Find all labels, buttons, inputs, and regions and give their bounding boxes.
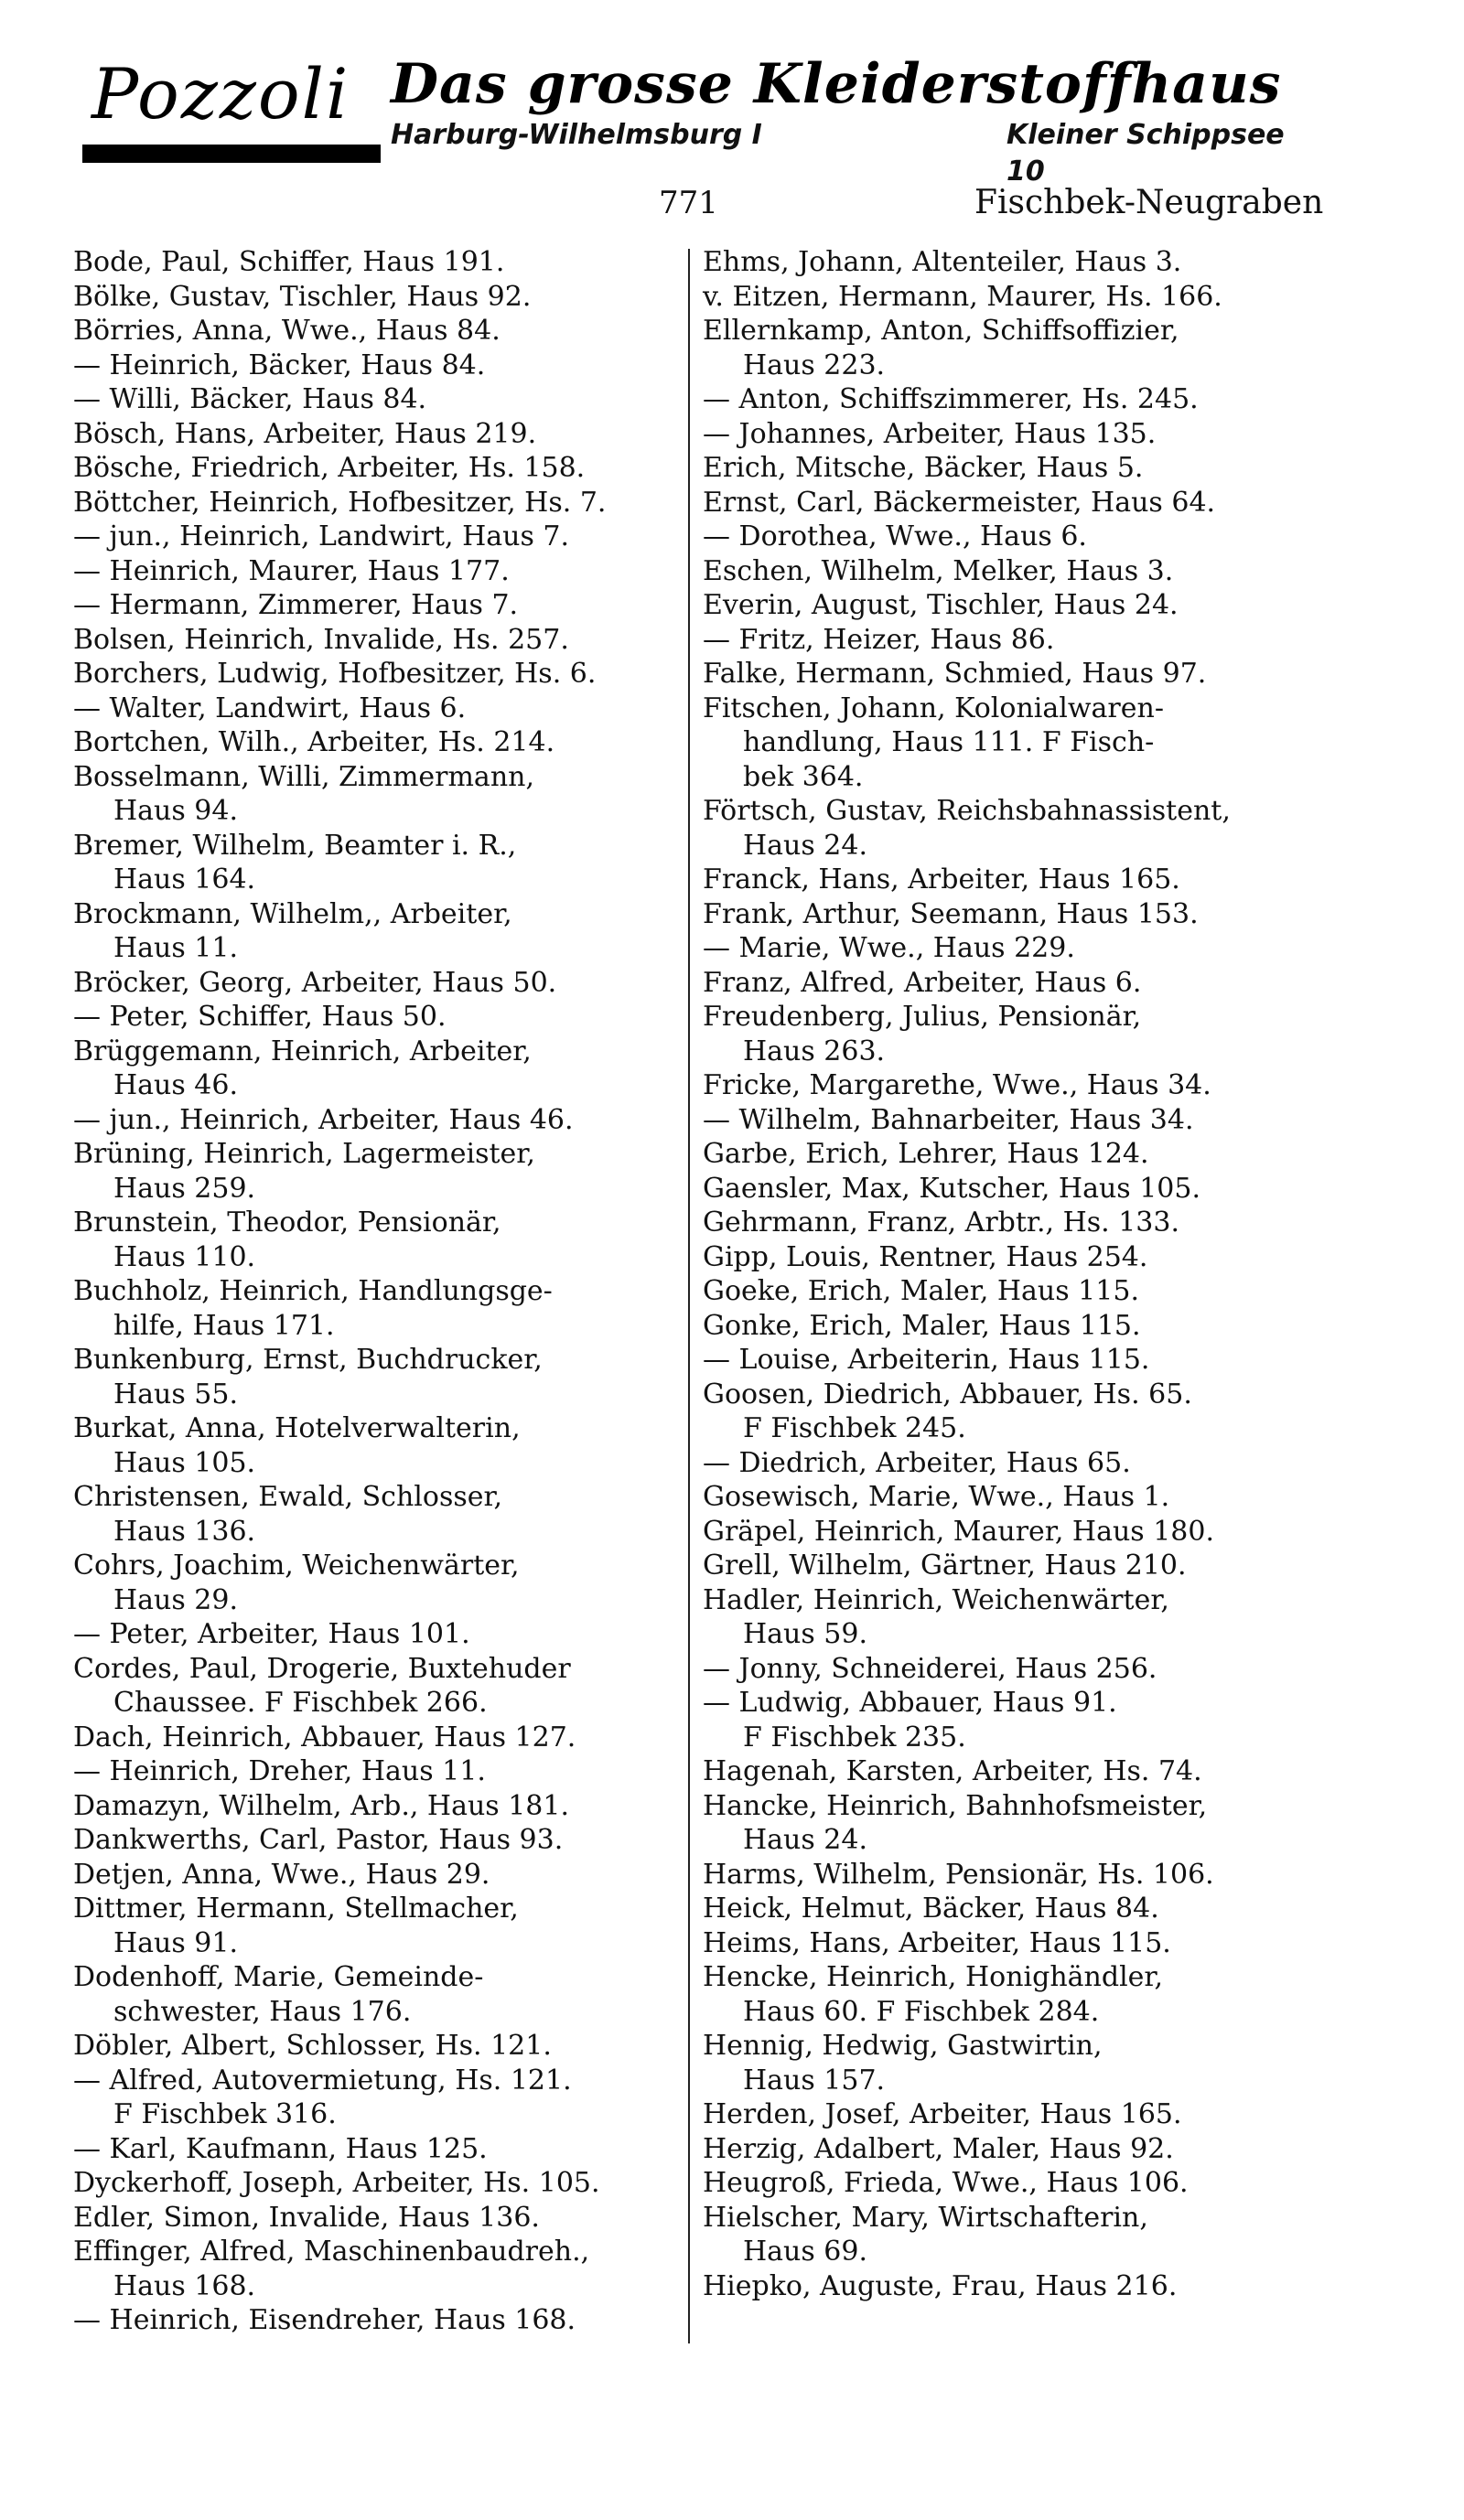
- entry-line: Erich, Mitsche, Bäcker, Haus 5.: [703, 452, 1144, 484]
- entry-line: Cohrs, Joachim, Weichenwärter,: [73, 1550, 520, 1582]
- entry-line: Eschen, Wilhelm, Melker, Haus 3.: [703, 554, 1174, 587]
- entry-line: Cordes, Paul, Drogerie, Buxtehuder: [73, 1652, 571, 1685]
- entry-line: hilfe, Haus 171.: [113, 1309, 335, 1342]
- entry-line: handlung, Haus 111. F Fisch-: [743, 726, 1155, 758]
- advert-location: Harburg-Wilhelmsburg I: [391, 119, 762, 151]
- entry-line: Haus 29.: [113, 1583, 239, 1616]
- entry-line: Haus 223.: [743, 349, 886, 381]
- entry-line: Gosewisch, Marie, Wwe., Haus 1.: [703, 1481, 1170, 1513]
- entry-line: Goeke, Erich, Maler, Haus 115.: [703, 1275, 1139, 1307]
- entry-line: Goosen, Diedrich, Abbauer, Hs. 65.: [703, 1378, 1192, 1410]
- entry-line: — Heinrich, Maurer, Haus 177.: [73, 554, 510, 587]
- entry-line: Effinger, Alfred, Maschinenbaudreh.,: [73, 2236, 590, 2268]
- entry-line: Haus 24.: [743, 1824, 868, 1856]
- page-title: Fischbek-Neugraben: [974, 184, 1324, 221]
- entry-line: Bösche, Friedrich, Arbeiter, Hs. 158.: [73, 452, 586, 484]
- entry-line: Herzig, Adalbert, Maler, Haus 92.: [703, 2132, 1174, 2165]
- advertisement-banner: [75, 44, 1301, 188]
- entry-line: — Johannes, Arbeiter, Haus 135.: [703, 417, 1157, 450]
- entry-line: v. Eitzen, Hermann, Maurer, Hs. 166.: [703, 280, 1222, 313]
- left-column: [73, 245, 695, 2338]
- entry-line: Harms, Wilhelm, Pensionär, Hs. 106.: [703, 1858, 1214, 1891]
- entry-line: Frank, Arthur, Seemann, Haus 153.: [703, 897, 1199, 930]
- entry-line: Detjen, Anna, Wwe., Haus 29.: [73, 1858, 490, 1891]
- entry-line: Buchholz, Heinrich, Handlungsge-: [73, 1275, 553, 1307]
- entry-line: Herden, Josef, Arbeiter, Haus 165.: [703, 2098, 1182, 2130]
- entry-line: Christensen, Ewald, Schlosser,: [73, 1481, 503, 1513]
- entry-line: Gehrmann, Franz, Arbtr., Hs. 133.: [703, 1206, 1180, 1239]
- entry-line: — jun., Heinrich, Arbeiter, Haus 46.: [73, 1103, 574, 1136]
- entry-line: — Peter, Arbeiter, Haus 101.: [73, 1618, 470, 1650]
- entry-line: — Jonny, Schneiderei, Haus 256.: [703, 1652, 1157, 1685]
- entry-line: Haus 91.: [113, 1926, 239, 1959]
- entry-line: Heugroß, Frieda, Wwe., Haus 106.: [703, 2167, 1189, 2199]
- entry-line: Falke, Hermann, Schmied, Haus 97.: [703, 658, 1207, 690]
- entry-line: Haus 263.: [743, 1035, 886, 1067]
- entry-line: Haus 60. F Fischbek 284.: [743, 1995, 1100, 2028]
- entry-line: Haus 46.: [113, 1069, 239, 1101]
- entry-line: — Willi, Bäcker, Haus 84.: [73, 383, 427, 415]
- entry-line: Garbe, Erich, Lehrer, Haus 124.: [703, 1138, 1149, 1170]
- page-header: [0, 181, 1464, 227]
- entry-line: Gaensler, Max, Kutscher, Haus 105.: [703, 1172, 1200, 1205]
- entry-line: F Fischbek 316.: [113, 2098, 337, 2130]
- entry-line: Brüggemann, Heinrich, Arbeiter,: [73, 1035, 532, 1067]
- entry-line: Bunkenburg, Ernst, Buchdrucker,: [73, 1344, 543, 1376]
- entry-line: Gonke, Erich, Maler, Haus 115.: [703, 1309, 1141, 1342]
- entry-line: Hancke, Heinrich, Bahnhofsmeister,: [703, 1789, 1208, 1822]
- entry-line: — jun., Heinrich, Landwirt, Haus 7.: [73, 520, 570, 552]
- entry-line: — Fritz, Heizer, Haus 86.: [703, 623, 1055, 656]
- entry-line: Hielscher, Mary, Wirtschafterin,: [703, 2201, 1148, 2234]
- entry-line: — Ludwig, Abbauer, Haus 91.: [703, 1687, 1117, 1719]
- entry-line: Heims, Hans, Arbeiter, Haus 115.: [703, 1926, 1171, 1959]
- advert-slogan: Das grosse Kleiderstoffhaus: [391, 52, 1282, 116]
- entry-line: — Alfred, Autovermietung, Hs. 121.: [73, 2064, 572, 2096]
- entry-line: Förtsch, Gustav, Reichsbahnassistent,: [703, 795, 1231, 827]
- entry-line: Haus 94.: [113, 795, 239, 827]
- entry-line: — Louise, Arbeiterin, Haus 115.: [703, 1344, 1150, 1376]
- entry-line: Gräpel, Heinrich, Maurer, Haus 180.: [703, 1515, 1215, 1548]
- page-number: 771: [659, 185, 718, 221]
- entry-line: Freudenberg, Julius, Pensionär,: [703, 1001, 1142, 1033]
- entry-line: Grell, Wilhelm, Gärtner, Haus 210.: [703, 1550, 1187, 1582]
- entry-line: Haus 164.: [113, 863, 256, 895]
- right-column: [703, 245, 1325, 2303]
- entry-line: Gipp, Louis, Rentner, Haus 254.: [703, 1240, 1148, 1273]
- entry-line: Ernst, Carl, Bäckermeister, Haus 64.: [703, 486, 1216, 519]
- entry-line: Dach, Heinrich, Abbauer, Haus 127.: [73, 1721, 576, 1753]
- entry-line: Ellernkamp, Anton, Schiffsoffizier,: [703, 315, 1179, 347]
- entry-line: Fitschen, Johann, Kolonialwaren-: [703, 692, 1164, 724]
- entry-line: — Dorothea, Wwe., Haus 6.: [703, 520, 1087, 552]
- entry-line: — Diedrich, Arbeiter, Haus 65.: [703, 1446, 1131, 1479]
- advert-brand: Pozzoli: [92, 53, 350, 134]
- entry-line: — Heinrich, Eisendreher, Haus 168.: [73, 2304, 576, 2336]
- entry-line: Haus 59.: [743, 1618, 868, 1650]
- entry-line: Bosselmann, Willi, Zimmermann,: [73, 760, 534, 793]
- entry-line: Brunstein, Theodor, Pensionär,: [73, 1206, 501, 1239]
- entry-line: F Fischbek 245.: [743, 1412, 966, 1444]
- entry-line: Haus 136.: [113, 1515, 256, 1548]
- entry-line: Everin, August, Tischler, Haus 24.: [703, 589, 1179, 621]
- entry-line: Ehms, Johann, Altenteiler, Haus 3.: [703, 246, 1182, 278]
- entry-line: Damazyn, Wilhelm, Arb., Haus 181.: [73, 1789, 570, 1822]
- entry-line: Fricke, Margarethe, Wwe., Haus 34.: [703, 1069, 1211, 1101]
- entry-line: Haus 259.: [113, 1172, 256, 1205]
- entry-line: Hiepko, Auguste, Frau, Haus 216.: [703, 2269, 1178, 2302]
- entry-line: Dankwerths, Carl, Pastor, Haus 93.: [73, 1824, 564, 1856]
- entry-line: Franz, Alfred, Arbeiter, Haus 6.: [703, 966, 1142, 999]
- entry-line: Bölke, Gustav, Tischler, Haus 92.: [73, 280, 532, 313]
- entry-line: Dyckerhoff, Joseph, Arbeiter, Hs. 105.: [73, 2167, 600, 2199]
- entry-line: — Wilhelm, Bahnarbeiter, Haus 34.: [703, 1103, 1194, 1136]
- entry-line: — Peter, Schiffer, Haus 50.: [73, 1001, 447, 1033]
- entry-line: — Heinrich, Bäcker, Haus 84.: [73, 349, 486, 381]
- entry-line: — Karl, Kaufmann, Haus 125.: [73, 2132, 488, 2165]
- entry-line: Haus 105.: [113, 1446, 256, 1479]
- entry-line: Haus 168.: [113, 2269, 256, 2302]
- entry-line: Börries, Anna, Wwe., Haus 84.: [73, 315, 501, 347]
- entry-line: — Heinrich, Dreher, Haus 11.: [73, 1755, 486, 1787]
- entry-line: Burkat, Anna, Hotelverwalterin,: [73, 1412, 521, 1444]
- entry-line: Heick, Helmut, Bäcker, Haus 84.: [703, 1893, 1159, 1925]
- advert-address: Kleiner Schippsee 10: [1006, 119, 1285, 188]
- entry-line: Bremer, Wilhelm, Beamter i. R.,: [73, 829, 517, 862]
- entry-line: Edler, Simon, Invalide, Haus 136.: [73, 2201, 540, 2234]
- entry-line: Bolsen, Heinrich, Invalide, Hs. 257.: [73, 623, 569, 656]
- entry-line: Haus 11.: [113, 932, 239, 964]
- entry-line: Dodenhoff, Marie, Gemeinde-: [73, 1961, 484, 1993]
- entry-line: bek 364.: [743, 760, 864, 793]
- entry-line: Chaussee. F Fischbek 266.: [113, 1687, 488, 1719]
- entry-line: Haus 24.: [743, 829, 868, 862]
- entry-line: Brüning, Heinrich, Lagermeister,: [73, 1138, 535, 1170]
- entry-line: Haus 55.: [113, 1378, 239, 1410]
- entry-line: — Walter, Landwirt, Haus 6.: [73, 692, 467, 724]
- entry-line: Dittmer, Hermann, Stellmacher,: [73, 1893, 519, 1925]
- entry-line: Bösch, Hans, Arbeiter, Haus 219.: [73, 417, 537, 450]
- entry-line: Bröcker, Georg, Arbeiter, Haus 50.: [73, 966, 557, 999]
- entry-line: — Anton, Schiffszimmerer, Hs. 245.: [703, 383, 1199, 415]
- entry-line: Haus 69.: [743, 2236, 868, 2268]
- entry-line: Franck, Hans, Arbeiter, Haus 165.: [703, 863, 1180, 895]
- entry-line: — Marie, Wwe., Haus 229.: [703, 932, 1075, 964]
- entry-line: schwester, Haus 176.: [113, 1995, 412, 2028]
- entry-line: F Fischbek 235.: [743, 1721, 966, 1753]
- entry-line: Bortchen, Wilh., Arbeiter, Hs. 214.: [73, 726, 555, 758]
- entry-line: Haus 157.: [743, 2064, 886, 2096]
- advert-underline-bar: [82, 145, 381, 163]
- entry-line: Hadler, Heinrich, Weichenwärter,: [703, 1583, 1169, 1616]
- entry-line: Hagenah, Karsten, Arbeiter, Hs. 74.: [703, 1755, 1202, 1787]
- entry-line: Haus 110.: [113, 1240, 256, 1273]
- entry-line: Bode, Paul, Schiffer, Haus 191.: [73, 246, 505, 278]
- column-divider: [688, 249, 690, 2343]
- entry-line: Borchers, Ludwig, Hofbesitzer, Hs. 6.: [73, 658, 597, 690]
- entry-line: Döbler, Albert, Schlosser, Hs. 121.: [73, 2030, 552, 2062]
- entry-line: Hencke, Heinrich, Honighändler,: [703, 1961, 1164, 1993]
- entry-line: Hennig, Hedwig, Gastwirtin,: [703, 2030, 1103, 2062]
- entry-line: Brockmann, Wilhelm,, Arbeiter,: [73, 897, 512, 930]
- entry-line: Böttcher, Heinrich, Hofbesitzer, Hs. 7.: [73, 486, 607, 519]
- entry-line: — Hermann, Zimmerer, Haus 7.: [73, 589, 519, 621]
